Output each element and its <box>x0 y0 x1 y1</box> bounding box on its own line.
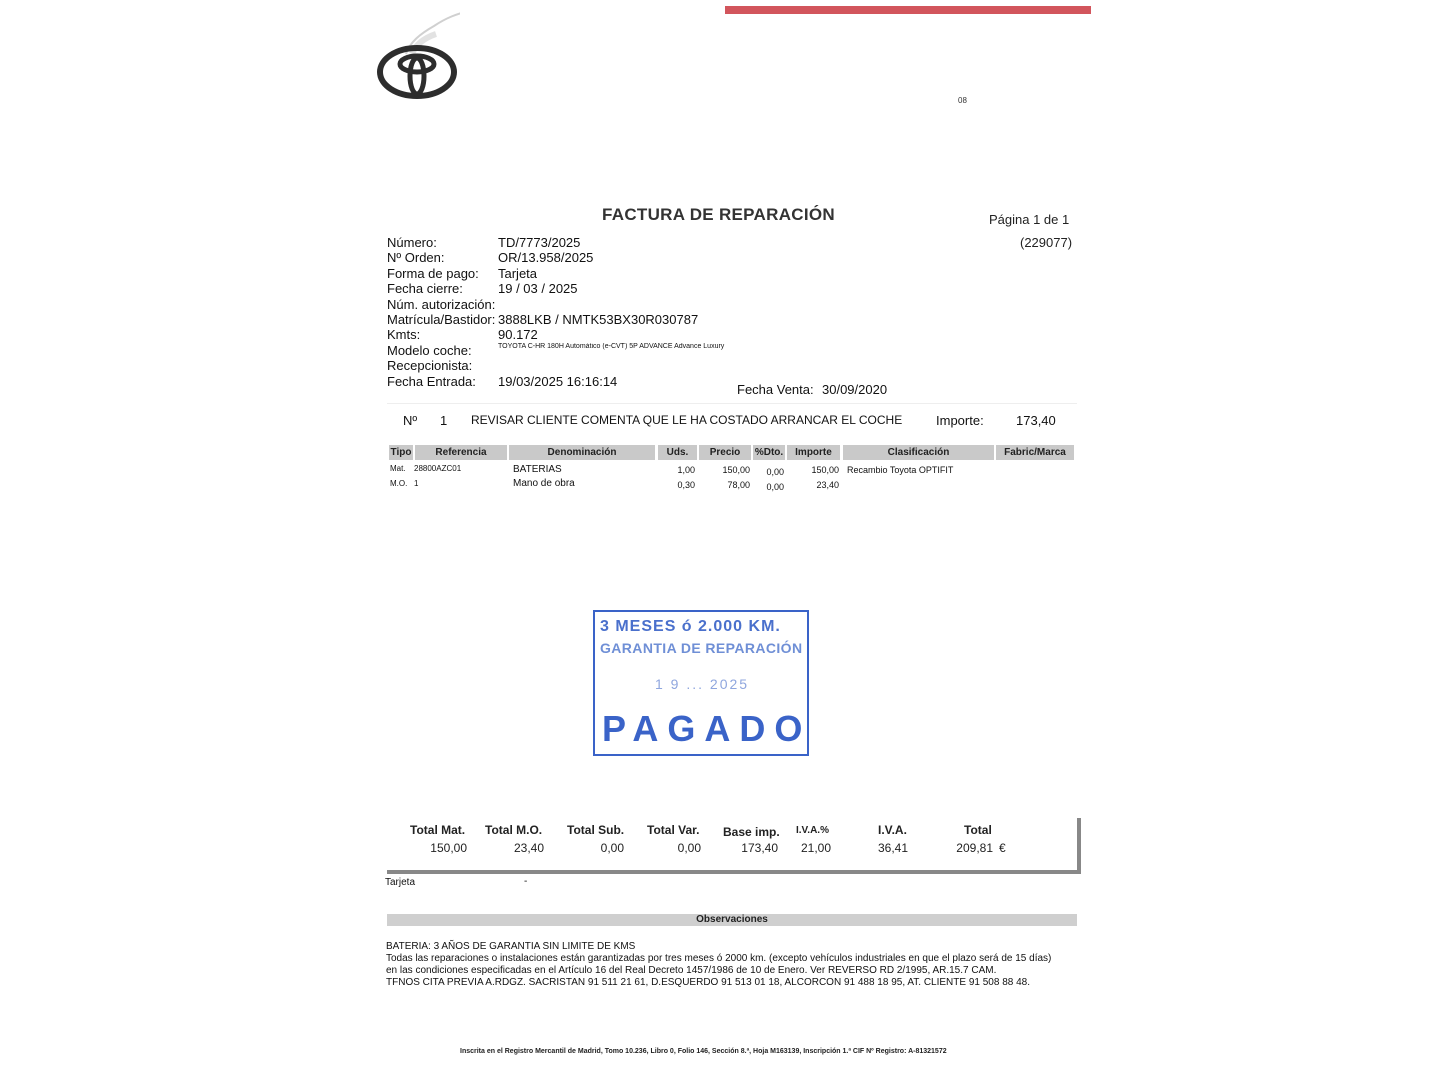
total-header: Base imp. <box>723 825 780 839</box>
observaciones-header: Observaciones <box>387 914 1077 926</box>
cell-dto: 0,00 <box>766 482 784 492</box>
column-header: Denominación <box>509 445 655 460</box>
payment-dash: - <box>524 876 528 887</box>
field-value: Tarjeta <box>498 266 538 281</box>
stamp-warranty-line: 3 MESES ó 2.000 KM. <box>600 618 781 635</box>
field-label: Recepcionista: <box>387 358 473 373</box>
total-value: 23,40 <box>513 841 544 855</box>
field-label: Nº Orden: <box>387 250 445 265</box>
payment-method: Tarjeta <box>385 877 416 888</box>
currency-symbol: € <box>999 841 1006 855</box>
invoice-title: FACTURA DE REPARACIÓN <box>602 205 835 224</box>
column-header: Referencia <box>415 445 507 460</box>
field-value: 19/03/2025 16:16:14 <box>498 374 618 389</box>
total-value: 173,40 <box>741 841 778 855</box>
observation-line: BATERIA: 3 AÑOS DE GARANTIA SIN LIMITE DE KMS <box>386 941 636 952</box>
cell-denominacion: Mano de obra <box>513 478 575 489</box>
cell-tipo: Mat. <box>390 464 406 473</box>
field-label: Núm. autorización: <box>387 297 496 312</box>
cell-clasificacion: Recambio Toyota OPTIFIT <box>847 465 954 475</box>
stamp-date: 1 9 ... 2025 <box>655 676 750 692</box>
grand-total-value: 209,81 <box>956 841 993 855</box>
field-label: Fecha cierre: <box>387 281 463 296</box>
observation-line: TFNOS CITA PREVIA A.RDGZ. SACRISTAN 91 511 21 61, D.ESQUERDO 91 513 01 18, ALCORCON 91 488 18 95, AT. CLIENTE 91 508 88 48. <box>386 977 1030 988</box>
cell-referencia: 28800AZC01 <box>414 464 462 473</box>
field-label: Kmts: <box>387 327 421 342</box>
column-header: Precio <box>699 445 751 460</box>
cell-precio: 78,00 <box>727 480 750 490</box>
customer-reference: (229077) <box>1020 235 1073 250</box>
field-label: Modelo coche: <box>387 343 472 358</box>
field-label: Matrícula/Bastidor: <box>387 312 496 327</box>
total-value: 0,00 <box>600 841 624 855</box>
cell-dto: 0,00 <box>766 467 784 477</box>
observation-line: en las condiciones especificadas en el Artículo 16 del Real Decreto 1457/1986 de 10 de Enero. Ver REVERSO RD 2/1995, AR.15.7 CAM. <box>386 965 997 976</box>
cell-uds: 0,30 <box>677 480 695 490</box>
field-label: Forma de pago: <box>387 266 479 281</box>
field-value: 3888LKB / NMTK53BX30R030787 <box>498 312 699 327</box>
cell-importe: 150,00 <box>811 465 839 475</box>
field-value: TD/7773/2025 <box>498 235 581 250</box>
column-header: Fabric/Marca <box>996 445 1074 460</box>
cell-precio: 150,00 <box>722 465 750 475</box>
cell-referencia: 1 <box>414 479 419 488</box>
field-value: 19 / 03 / 2025 <box>498 281 578 296</box>
total-header: I.V.A. <box>878 823 907 837</box>
column-header: Tipo <box>390 447 412 458</box>
total-header: Total <box>964 823 992 837</box>
document-code: 08 <box>958 96 967 105</box>
registry-footer: Inscrita en el Registro Mercantil de Madrid, Tomo 10.236, Libro 0, Folio 146, Sección 8.ª, Hoja M163139, Inscripción 1.ª CIF Nº Registro: A-81321572 <box>460 1048 947 1055</box>
total-header: Total Sub. <box>567 823 625 837</box>
total-value: 0,00 <box>677 841 701 855</box>
total-value: 36,41 <box>877 841 908 855</box>
cell-denominacion: BATERIAS <box>513 464 562 475</box>
toyota-logo <box>376 4 460 100</box>
field-value: 90.172 <box>498 327 538 342</box>
column-header: Clasificación <box>843 445 994 460</box>
cell-uds: 1,00 <box>677 465 695 475</box>
total-value: 150,00 <box>430 841 467 855</box>
column-header: %Dto. <box>754 447 784 458</box>
operation-number: 1 <box>440 413 448 428</box>
operation-importe-value: 173,40 <box>1016 413 1056 428</box>
field-label: Fecha Entrada: <box>387 374 476 389</box>
total-header: I.V.A.% <box>796 825 829 836</box>
cell-importe: 23,40 <box>816 480 839 490</box>
total-value: 21,00 <box>800 841 831 855</box>
page-indicator: Página 1 de 1 <box>989 212 1070 227</box>
operation-importe-label: Importe: <box>936 413 984 428</box>
field-value: OR/13.958/2025 <box>498 250 594 265</box>
operation-description: REVISAR CLIENTE COMENTA QUE LE HA COSTADO ARRANCAR EL COCHE <box>471 413 903 427</box>
field-value: TOYOTA C-HR 180H Automático (e-CVT) 5P ADVANCE Advance Luxury <box>498 343 725 350</box>
fecha-venta-label: Fecha Venta: <box>737 382 814 397</box>
fecha-venta-value: 30/09/2020 <box>822 382 888 397</box>
operation-n-label: Nº <box>403 413 418 428</box>
total-header: Total Var. <box>647 823 700 837</box>
column-header: Importe <box>787 445 840 460</box>
field-label: Número: <box>387 235 437 250</box>
total-header: Total Mat. <box>410 823 466 837</box>
total-header: Total M.O. <box>485 823 543 837</box>
column-header: Uds. <box>658 445 697 460</box>
observation-line: Todas las reparaciones o instalaciones están garantizadas por tres meses ó 2000 km. (excepto vehículos industriales en que el plazo será de 15 días) <box>386 953 1052 964</box>
header-accent-bar <box>725 6 1091 14</box>
stamp-warranty-title: GARANTIA DE REPARACIÓN <box>600 640 803 656</box>
stamp-paid: PAGADO <box>602 708 812 749</box>
cell-tipo: M.O. <box>390 479 408 488</box>
